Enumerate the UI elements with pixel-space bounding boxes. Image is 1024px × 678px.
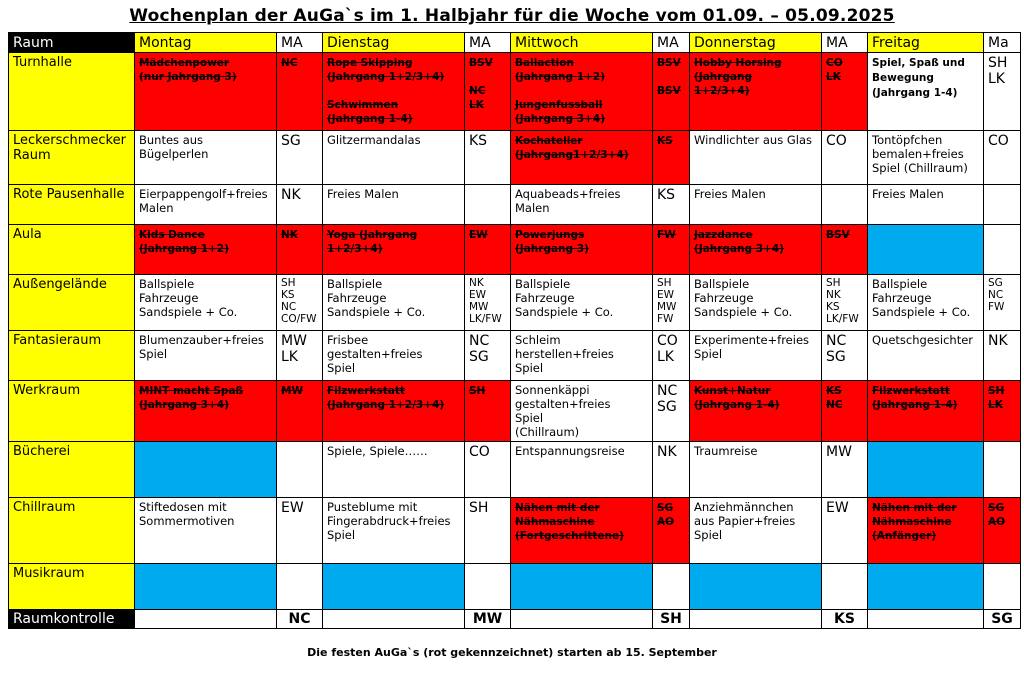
staff-cell (653, 53, 690, 131)
activity-cell (868, 442, 984, 498)
activity-cell (511, 225, 653, 275)
staff-text: MW (281, 385, 304, 397)
staff-cell (277, 498, 323, 564)
staff-text: CO LK (657, 333, 678, 365)
activity-text: Entspannungsreise (515, 444, 625, 458)
activity-text: Ballspiele Fahrzeuge Sandspiele + Co. (515, 277, 614, 319)
footer-empty (135, 610, 277, 629)
activity-text: Ballspiele Fahrzeuge Sandspiele + Co. (327, 277, 426, 319)
activity-cell (511, 331, 653, 381)
staff-cell (465, 331, 511, 381)
staff-text: CO (826, 133, 847, 149)
activity-text: Spiele, Spiele…… (327, 444, 428, 458)
table-row (9, 53, 1021, 131)
activity-text: Frisbee gestalten+freies Spiel (327, 333, 423, 375)
header-ma: MA (822, 33, 868, 53)
activity-cell (690, 53, 822, 131)
activity-cell (868, 53, 984, 131)
activity-cell (868, 381, 984, 442)
raumkontrolle-ma: KS (822, 610, 868, 629)
activity-cell (323, 331, 465, 381)
staff-text: MW LK (281, 333, 307, 365)
staff-cell (277, 381, 323, 442)
staff-cell (984, 225, 1021, 275)
activity-text: Nähen mit der Nähmaschine (Anfänger) (872, 502, 957, 542)
staff-text: KS (469, 133, 488, 149)
activity-cell (323, 53, 465, 131)
activity-text: Pusteblume mit Fingerabdruck+freies Spiel (327, 500, 451, 542)
activity-cell (868, 331, 984, 381)
staff-cell (277, 185, 323, 225)
activity-text: Freies Malen (327, 187, 399, 201)
activity-text: Ballspiele Fahrzeuge Sandspiele + Co. (872, 277, 971, 319)
staff-cell (465, 131, 511, 185)
activity-cell (690, 381, 822, 442)
activity-text: Tontöpfchen bemalen+freies Spiel (Chillraum) (872, 133, 968, 175)
page-title: Wochenplan der AuGa`s im 1. Halbjahr für die Woche vom 01.09. – 05.09.2025 (129, 6, 895, 26)
activity-text: Aquabeads+freies Malen (515, 187, 621, 215)
staff-text: BSV BSV (657, 57, 681, 97)
header-day-mittwoch: Mittwoch (511, 33, 653, 53)
staff-text: NC SG (469, 333, 490, 365)
activity-text: Mädchenpower (nur Jahrgang 3) (139, 57, 237, 83)
activity-text: Anziehmännchen aus Papier+freies Spiel (694, 500, 796, 542)
staff-cell (465, 53, 511, 131)
staff-cell (653, 225, 690, 275)
staff-text: CO (469, 444, 490, 460)
activity-cell (323, 185, 465, 225)
activity-text: Blumenzauber+freies Spiel (139, 333, 264, 361)
staff-cell (822, 131, 868, 185)
header-ma: MA (277, 33, 323, 53)
weekly-plan-table (8, 32, 1021, 629)
activity-cell (323, 442, 465, 498)
room-label: Werkraum (9, 381, 135, 442)
staff-cell (653, 498, 690, 564)
activity-cell (511, 442, 653, 498)
activity-text: Yoga (Jahrgang 1+2/3+4) (327, 229, 418, 255)
room-label: Fantasieraum (9, 331, 135, 381)
activity-cell (135, 331, 277, 381)
activity-text: Windlichter aus Glas (694, 133, 812, 147)
footer-empty (690, 610, 822, 629)
table-row (9, 498, 1021, 564)
activity-cell (135, 131, 277, 185)
table-row (9, 381, 1021, 442)
activity-cell (690, 185, 822, 225)
room-label: Turnhalle (9, 53, 135, 131)
staff-text: EW (281, 500, 304, 516)
staff-text: NK EW MW LK/FW (469, 277, 502, 325)
activity-cell (323, 381, 465, 442)
footer-empty (868, 610, 984, 629)
staff-cell (653, 185, 690, 225)
staff-cell (984, 381, 1021, 442)
staff-cell (822, 498, 868, 564)
activity-text: Freies Malen (872, 187, 944, 201)
activity-text: Spiel, Spaß und Bewegung (Jahrgang 1-4) (872, 57, 965, 99)
staff-cell (465, 185, 511, 225)
staff-cell (822, 53, 868, 131)
header-ma: MA (653, 33, 690, 53)
staff-cell (277, 442, 323, 498)
staff-cell (277, 53, 323, 131)
activity-text: Buntes aus Bügelperlen (139, 133, 209, 161)
room-label: Rote Pausenhalle (9, 185, 135, 225)
activity-cell (690, 331, 822, 381)
staff-cell (822, 185, 868, 225)
staff-text: SG NC FW (988, 277, 1005, 313)
room-label: Chillraum (9, 498, 135, 564)
room-label: Musikraum (9, 564, 135, 610)
activity-text: Traumreise (694, 444, 758, 458)
staff-text: NK (281, 187, 301, 203)
activity-cell (323, 564, 465, 610)
activity-cell (690, 498, 822, 564)
footer-empty (511, 610, 653, 629)
activity-text: Freies Malen (694, 187, 766, 201)
activity-cell (135, 225, 277, 275)
raumkontrolle-ma: NC (277, 610, 323, 629)
activity-cell (511, 185, 653, 225)
activity-text: Filzwerkstatt (Jahrgang 1-4) (872, 385, 958, 411)
staff-text: NK (657, 444, 677, 460)
staff-cell (984, 564, 1021, 610)
raumkontrolle-ma: MW (465, 610, 511, 629)
activity-cell (868, 225, 984, 275)
staff-cell (984, 131, 1021, 185)
activity-cell (690, 131, 822, 185)
staff-cell (653, 275, 690, 331)
activity-text: Experimente+freies Spiel (694, 333, 810, 361)
staff-cell (984, 275, 1021, 331)
staff-text: MW (826, 444, 852, 460)
staff-text: NK (281, 229, 298, 241)
staff-cell (653, 564, 690, 610)
activity-cell (323, 225, 465, 275)
activity-cell (323, 498, 465, 564)
staff-cell (822, 564, 868, 610)
activity-text: Jazzdance (Jahrgang 3+4) (694, 229, 784, 255)
activity-text: Kids Dance (Jahrgang 1+2) (139, 229, 229, 255)
staff-cell (465, 381, 511, 442)
staff-text: NC SG (657, 383, 678, 415)
activity-text: Quetschgesichter (872, 333, 974, 347)
activity-cell (690, 442, 822, 498)
activity-cell (135, 275, 277, 331)
staff-text: KS (657, 187, 676, 203)
room-label: Aula (9, 225, 135, 275)
table-row (9, 225, 1021, 275)
staff-text: SH LK (988, 385, 1005, 411)
staff-text: BSV NC LK (469, 57, 493, 111)
room-label: Leckerschmecker Raum (9, 131, 135, 185)
raumkontrolle-ma: SH (653, 610, 690, 629)
activity-text: MINT macht Spaß (Jahrgang 3+4) (139, 385, 244, 411)
staff-text: SG AO (988, 502, 1006, 528)
staff-text: FW (657, 229, 676, 241)
activity-cell (135, 498, 277, 564)
table-row (9, 331, 1021, 381)
activity-cell (323, 275, 465, 331)
staff-text: SH (469, 500, 489, 516)
activity-text: Nähen mit der Nähmaschine (Fortgeschrittene) (515, 502, 624, 542)
staff-cell (277, 225, 323, 275)
activity-text: Kochatelier (Jahrgang1+2/3+4) (515, 135, 629, 161)
staff-cell (465, 498, 511, 564)
header-ma: MA (465, 33, 511, 53)
staff-cell (822, 275, 868, 331)
activity-cell (868, 498, 984, 564)
staff-cell (653, 131, 690, 185)
activity-cell (690, 225, 822, 275)
activity-text: Rope Skipping (Jahrgang 1+2/3+4) Schwimmen (Jahrgang 1-4) (327, 57, 445, 125)
header-raum: Raum (9, 33, 135, 53)
raumkontrolle-label: Raumkontrolle (9, 610, 135, 629)
staff-text: SH LK (988, 55, 1008, 87)
staff-cell (984, 53, 1021, 131)
header-day-dienstag: Dienstag (323, 33, 465, 53)
activity-text: Stiftedosen mit Sommermotiven (139, 500, 235, 528)
staff-text: SH KS NC CO/FW (281, 277, 317, 325)
table-row (9, 185, 1021, 225)
activity-cell (511, 381, 653, 442)
staff-cell (984, 442, 1021, 498)
header-row (9, 33, 1021, 53)
activity-text: Hobby Horsing (Jahrgang 1+2/3+4) (694, 57, 782, 97)
activity-cell (690, 275, 822, 331)
staff-cell (984, 331, 1021, 381)
footer-row (9, 610, 1021, 629)
staff-cell (822, 331, 868, 381)
activity-text: Ballaction (Jahrgang 1+2) Jungenfussball (Jahrgang 3+4) (515, 57, 605, 125)
table-row (9, 564, 1021, 610)
staff-cell (465, 442, 511, 498)
footnote: Die festen AuGa`s (rot gekennzeichnet) starten ab 15. September (307, 646, 717, 659)
header-day-montag: Montag (135, 33, 277, 53)
activity-cell (135, 185, 277, 225)
staff-cell (822, 225, 868, 275)
activity-cell (135, 442, 277, 498)
staff-text: NC SG (826, 333, 847, 365)
staff-cell (653, 442, 690, 498)
activity-text: Ballspiele Fahrzeuge Sandspiele + Co. (694, 277, 793, 319)
table-row (9, 131, 1021, 185)
activity-cell (868, 564, 984, 610)
staff-cell (653, 331, 690, 381)
activity-text: Kunst+Natur (Jahrgang 1-4) (694, 385, 780, 411)
staff-cell (984, 498, 1021, 564)
staff-cell (984, 185, 1021, 225)
staff-cell (822, 381, 868, 442)
activity-cell (511, 53, 653, 131)
footer-empty (323, 610, 465, 629)
activity-cell (135, 381, 277, 442)
raumkontrolle-ma: SG (984, 610, 1021, 629)
staff-cell (277, 275, 323, 331)
staff-cell (277, 131, 323, 185)
staff-text: BSV (826, 229, 850, 241)
activity-text: Ballspiele Fahrzeuge Sandspiele + Co. (139, 277, 238, 319)
activity-cell (135, 53, 277, 131)
staff-text: KS NC (826, 385, 843, 411)
header-day-donnerstag: Donnerstag (690, 33, 822, 53)
activity-cell (690, 564, 822, 610)
table-row (9, 442, 1021, 498)
staff-text: NK (988, 333, 1008, 349)
header-day-freitag: Freitag (868, 33, 984, 53)
staff-cell (277, 331, 323, 381)
staff-cell (822, 442, 868, 498)
staff-cell (465, 225, 511, 275)
staff-text: KS (657, 135, 673, 147)
activity-cell (135, 564, 277, 610)
activity-cell (511, 131, 653, 185)
staff-cell (653, 381, 690, 442)
activity-text: Schleim herstellen+freies Spiel (515, 333, 614, 375)
table-row (9, 275, 1021, 331)
activity-cell (868, 185, 984, 225)
staff-text: EW (826, 500, 849, 516)
staff-text: EW (469, 229, 488, 241)
staff-text: SH EW MW FW (657, 277, 677, 325)
staff-text: SH NK KS LK/FW (826, 277, 859, 325)
activity-cell (511, 564, 653, 610)
staff-text: SH (469, 385, 486, 397)
activity-cell (323, 131, 465, 185)
activity-text: Powerjungs (Jahrgang 3) (515, 229, 589, 255)
activity-cell (511, 498, 653, 564)
room-label: Bücherei (9, 442, 135, 498)
staff-cell (277, 564, 323, 610)
activity-text: Filzwerkstatt (Jahrgang 1+2/3+4) (327, 385, 445, 411)
activity-cell (511, 275, 653, 331)
activity-text: Sonnenkäppi gestalten+freies Spiel (Chillraum) (515, 383, 611, 439)
room-label: Außengelände (9, 275, 135, 331)
staff-text: CO (988, 133, 1009, 149)
staff-text: CO LK (826, 57, 843, 83)
activity-text: Eierpappengolf+freies Malen (139, 187, 268, 215)
header-ma: Ma (984, 33, 1021, 53)
staff-text: SG (281, 133, 301, 149)
activity-cell (868, 131, 984, 185)
staff-cell (465, 564, 511, 610)
activity-cell (868, 275, 984, 331)
staff-cell (465, 275, 511, 331)
staff-text: SG AO (657, 502, 675, 528)
activity-text: Glitzermandalas (327, 133, 421, 147)
staff-text: NC (281, 57, 298, 69)
